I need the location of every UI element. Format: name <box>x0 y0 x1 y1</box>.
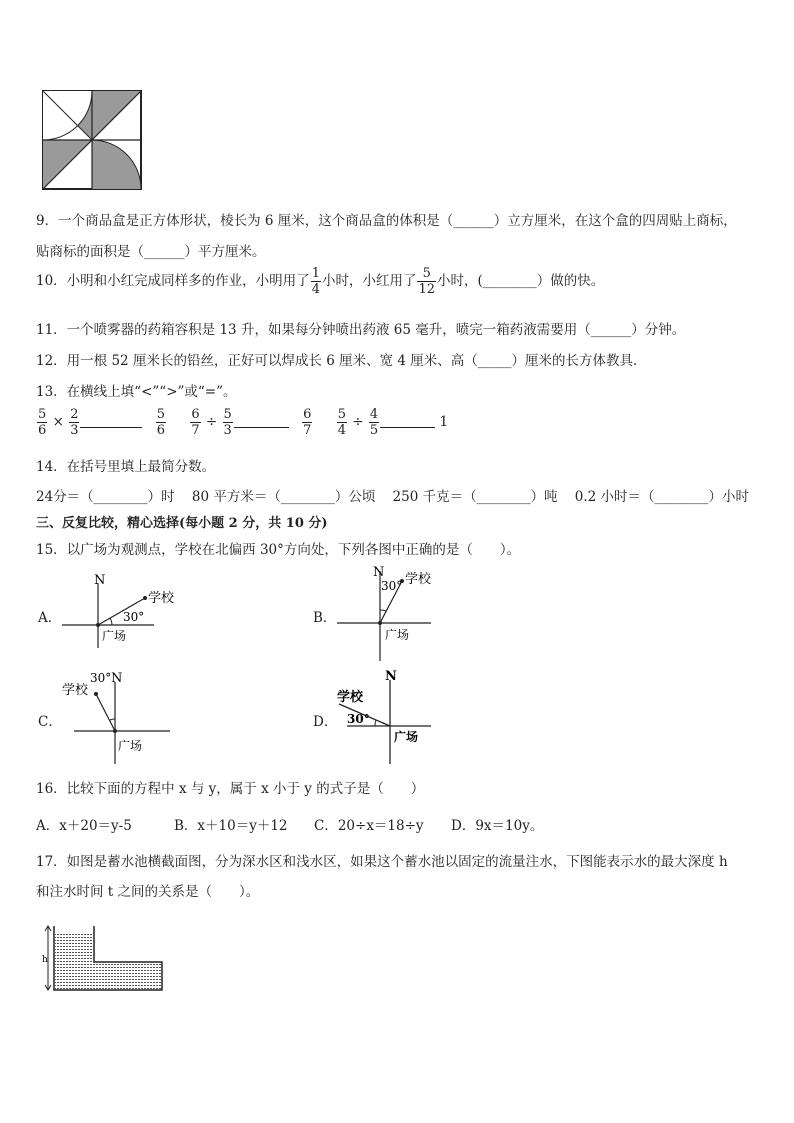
school-label: 学校 <box>337 690 364 705</box>
q14-item: 80 平方米＝（________）公顷 <box>191 489 376 505</box>
frac-num: 5 <box>156 407 166 422</box>
north-label: N <box>111 671 123 686</box>
q16-stem: 16．比较下面的方程中 x 与 y，属于 x 小于 y 的式子是（ ） <box>36 781 425 797</box>
frac-den: 12 <box>418 282 436 297</box>
q10 <box>36 266 604 297</box>
q16-option-b[interactable]: B．x＋10＝y＋12 <box>174 818 288 834</box>
square-label: 广场 <box>102 629 127 643</box>
depth-label: h <box>42 955 48 965</box>
q10-frac1 <box>311 266 321 297</box>
section-3-heading: 三、反复比较，精心选择(每小题 2 分，共 10 分) <box>36 516 328 531</box>
q16-option-d[interactable]: D．9x＝10y。 <box>451 818 544 834</box>
option-c-diagram[interactable] <box>60 668 180 768</box>
q14-item: 250 千克＝（________）吨 <box>392 489 558 505</box>
option-b-label[interactable]: B． <box>313 610 337 626</box>
square-label: 广场 <box>385 628 410 642</box>
q10-part2: 小时，小红用了 <box>321 273 417 289</box>
q10-part1: 10．小明和小红完成同样多的作业，小明用了 <box>36 273 310 289</box>
square-label: 广场 <box>118 739 143 753</box>
frac-num: 2 <box>70 407 79 422</box>
frac-den: 5 <box>369 423 379 438</box>
option-d-diagram[interactable] <box>335 668 445 768</box>
q15-stem: 15．以广场为观测点，学校在北偏西 30°方向处，下列各图中正确的是（ ）。 <box>36 542 521 558</box>
option-a-label[interactable]: A． <box>38 610 62 626</box>
q14-stem: 14．在括号里填上最简分数。 <box>36 459 216 475</box>
option-b-diagram[interactable] <box>335 563 445 663</box>
answer-blank[interactable] <box>80 413 142 428</box>
frac-den: 7 <box>191 423 200 438</box>
north-label: N <box>373 565 385 580</box>
frac-den: 7 <box>303 423 312 438</box>
operator: ÷ <box>205 414 218 430</box>
answer-blank[interactable] <box>380 413 435 428</box>
angle-label: 30° <box>123 610 145 624</box>
angle-label: 30° <box>347 712 370 726</box>
frac <box>369 407 379 438</box>
school-label: 学校 <box>62 683 89 698</box>
frac <box>37 407 47 438</box>
q17-line1: 17．如图是蓄水池横截面图，分为深水区和浅水区，如果这个蓄水池以固定的流量注水，下图能表示水的最大深度 h <box>36 854 728 870</box>
frac-num: 5 <box>417 266 436 282</box>
reservoir-diagram <box>42 922 167 994</box>
frac <box>337 407 347 438</box>
q10-frac2 <box>417 266 436 297</box>
frac-den: 3 <box>70 423 79 438</box>
frac-num: 5 <box>223 407 232 422</box>
frac <box>223 407 233 438</box>
answer-blank[interactable] <box>234 413 289 428</box>
north-label: N <box>94 573 106 588</box>
option-d-label[interactable]: D． <box>313 714 338 730</box>
q12: 12．用一根 52 厘米长的铅丝，正好可以焊成长 6 厘米、宽 4 厘米、高（_____）厘米的长方体教具． <box>36 353 647 369</box>
option-c-label[interactable]: C． <box>38 714 62 730</box>
q16-option-c[interactable]: C．20÷x＝18÷y <box>314 818 424 834</box>
q14-item: 0.2 小时＝（________）小时 <box>574 489 750 505</box>
compare-value: 1 <box>439 414 449 430</box>
q16-option-a[interactable]: A．x＋20＝y-5 <box>36 818 132 834</box>
angle-label: 30° <box>381 579 403 593</box>
frac-num: 5 <box>337 407 346 422</box>
frac-den: 3 <box>223 423 232 438</box>
q10-part3: 小时，(________）做的快。 <box>437 273 605 289</box>
q13-stem: 13．在横线上填“<”“>”或“=”。 <box>36 384 237 400</box>
frac-num: 4 <box>369 407 379 422</box>
frac-den: 4 <box>311 282 320 297</box>
frac-den: 4 <box>337 423 346 438</box>
q9-line2: 贴商标的面积是（______）平方厘米。 <box>36 244 266 260</box>
frac <box>69 407 79 438</box>
pinwheel-figure <box>42 90 142 190</box>
q9-line1: 9．一个商品盒是正方体形状，棱长为 6 厘米，这个商品盒的体积是（______）立方厘米，在这个盒的四周贴上商标， <box>36 213 737 229</box>
frac <box>302 407 312 438</box>
q17-line2: 和注水时间 t 之间的关系是（ ）。 <box>36 884 260 900</box>
north-label: N <box>385 669 397 684</box>
frac-num: 5 <box>38 407 47 422</box>
frac <box>156 407 166 438</box>
q14-item: 24分＝（________）时 <box>36 489 175 505</box>
q13-expressions <box>36 407 448 438</box>
angle-label: 30° <box>90 671 112 685</box>
frac-den: 6 <box>156 423 166 438</box>
school-label: 学校 <box>405 572 432 587</box>
operator: ÷ <box>352 414 364 430</box>
frac-num: 6 <box>191 407 200 422</box>
frac <box>190 407 200 438</box>
square-label: 广场 <box>394 730 419 744</box>
operator: × <box>52 414 64 430</box>
frac-num: 6 <box>303 407 312 422</box>
frac-num: 1 <box>311 266 320 281</box>
q11: 11．一个喷雾器的药箱容积是 13 升，如果每分钟喷出药液 65 毫升，喷完一箱药液需要用（______）分钟。 <box>36 322 686 338</box>
school-label: 学校 <box>148 591 175 606</box>
option-a-diagram[interactable] <box>60 570 180 650</box>
frac-den: 6 <box>38 423 47 438</box>
q14-items <box>36 485 749 505</box>
